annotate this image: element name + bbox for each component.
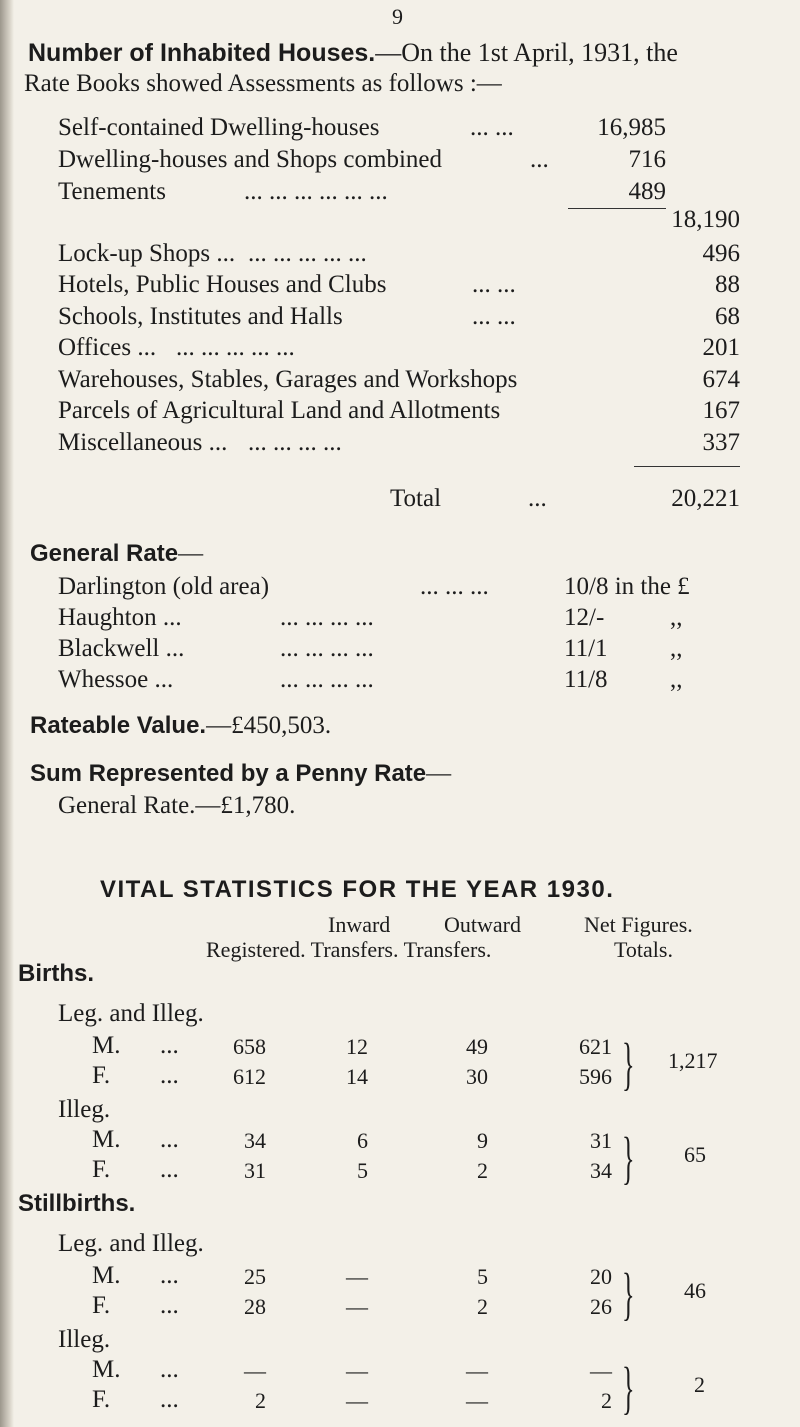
registered-value: 658	[233, 1034, 266, 1059]
house-item-dots: ... ... ... ... ... ...	[244, 178, 388, 205]
stillbirths-heading: Stillbirths.	[18, 1190, 136, 1217]
net-value: 596	[579, 1064, 612, 1089]
vital-statistics-title: VITAL STATISTICS FOR THE YEAR 1930.	[100, 876, 615, 903]
row-dots: ...	[160, 1262, 179, 1289]
group-total: 46	[684, 1278, 706, 1303]
births-heading: Births.	[18, 960, 95, 987]
rate-dots: ... ... ...	[420, 573, 489, 600]
house-item-dots: ... ... ... ...	[248, 429, 342, 456]
house-item-label: Parcels of Agricultural Land and Allotments	[58, 397, 501, 424]
rate-dots: ... ... ... ...	[280, 666, 374, 693]
house-item-value: 16,985	[597, 114, 666, 141]
outward-value: 30	[466, 1064, 488, 1089]
registered-value: 34	[244, 1128, 266, 1153]
house-item-label: Hotels, Public Houses and Clubs	[58, 271, 387, 298]
page-number: 9	[392, 4, 403, 29]
general-rate-dash: —	[178, 540, 204, 567]
sex-label: F.	[92, 1062, 111, 1089]
outward-value: 2	[477, 1158, 488, 1183]
house-item-dots: ... ...	[470, 114, 514, 141]
group-total: 65	[684, 1142, 706, 1167]
row-dots: ...	[160, 1032, 179, 1059]
house-item-subtotal: 167	[702, 397, 740, 424]
col-header-totals: Totals.	[614, 937, 673, 962]
net-value: 621	[579, 1034, 612, 1059]
brace-icon: }	[622, 1355, 635, 1420]
rate-area-label: Blackwell ...	[58, 635, 185, 662]
registered-value: 25	[244, 1264, 266, 1289]
brace-icon: }	[622, 1261, 635, 1326]
house-item-dots: ... ... ... ... ...	[176, 334, 295, 361]
house-item-value: 489	[628, 178, 666, 205]
rate-dots: ... ... ... ...	[280, 635, 374, 662]
inward-value: 5	[357, 1158, 368, 1183]
house-item-label: Miscellaneous ...	[58, 429, 228, 456]
penny-rate-dash: —	[426, 760, 452, 787]
house-item-subtotal: 337	[702, 429, 740, 456]
rateable-value-amount: —£450,503.	[206, 712, 332, 739]
row-dots: ...	[160, 1126, 179, 1153]
row-dots: ...	[160, 1156, 179, 1183]
outward-value: 5	[477, 1264, 488, 1289]
rate-area-label: Whessoe ...	[58, 666, 174, 693]
rate-area-label: Haughton ...	[58, 604, 182, 631]
house-item-subtotal: 496	[702, 240, 740, 267]
house-item-label: Self-contained Dwelling-houses	[58, 114, 380, 141]
inward-value: 12	[346, 1034, 368, 1059]
rate-area-label: Darlington (old area)	[58, 573, 270, 600]
sex-label: M.	[92, 1126, 121, 1153]
sex-label: F.	[92, 1386, 111, 1413]
inward-value: 6	[357, 1128, 368, 1153]
col-header-registered-transfers: Registered. Transfers. Transfers.	[206, 937, 492, 962]
rateable-value-heading: Rateable Value.	[30, 712, 207, 739]
outward-value: 9	[477, 1128, 488, 1153]
net-value: —	[590, 1358, 612, 1383]
stillbirths-illeg-label: Illeg.	[58, 1326, 111, 1353]
col-header-net-figures: Net Figures.	[584, 912, 693, 937]
houses-intro-line1: —On the 1st April, 1931, the	[375, 38, 678, 67]
penny-rate-line: General Rate.—£1,780.	[58, 792, 296, 819]
house-item-label: Warehouses, Stables, Garages and Workshops	[58, 366, 518, 393]
houses-intro-line2: Rate Books showed Assessments as follows :—	[24, 70, 502, 97]
sex-label: F.	[92, 1292, 111, 1319]
house-item-dots: ... ... ... ... ...	[248, 240, 367, 267]
group-total: 1,217	[668, 1048, 718, 1073]
sex-label: M.	[92, 1356, 121, 1383]
ditto-mark: ,,	[670, 666, 683, 693]
house-item-label: Schools, Institutes and Halls	[58, 303, 343, 330]
house-item-dots: ...	[530, 146, 549, 173]
net-value: 34	[590, 1158, 612, 1183]
sex-label: M.	[92, 1032, 121, 1059]
row-dots: ...	[160, 1062, 179, 1089]
general-rate-heading: General Rate	[30, 540, 179, 567]
houses-heading: Number of Inhabited Houses.	[28, 39, 376, 67]
inward-value: 14	[346, 1064, 368, 1089]
row-dots: ...	[160, 1292, 179, 1319]
house-item-value: 716	[628, 146, 666, 173]
net-value: 2	[601, 1388, 612, 1413]
rate-dots: ... ... ... ...	[280, 604, 374, 631]
ditto-mark: ,,	[670, 604, 683, 631]
total-value: 20,221	[671, 485, 740, 512]
row-dots: ...	[160, 1386, 179, 1413]
house-item-dots: ... ...	[472, 271, 516, 298]
stillbirths-leg-illeg-label: Leg. and Illeg.	[58, 1230, 204, 1257]
registered-value: 31	[244, 1158, 266, 1183]
col-header-inward: Inward	[328, 912, 391, 937]
births-leg-illeg-label: Leg. and Illeg.	[58, 1000, 204, 1027]
total-rule	[634, 466, 740, 467]
house-item-label: Tenements	[58, 178, 166, 205]
house-item-label: Dwelling-houses and Shops combined	[58, 146, 442, 173]
registered-value: 612	[233, 1064, 266, 1089]
brace-icon: }	[622, 1031, 635, 1096]
inward-value: —	[346, 1358, 368, 1383]
house-item-subtotal: 201	[702, 334, 740, 361]
inward-value: —	[346, 1388, 368, 1413]
outward-value: 49	[466, 1034, 488, 1059]
houses-heading-line	[28, 38, 678, 68]
col-header-outward: Outward	[444, 912, 521, 937]
outward-value: —	[466, 1358, 488, 1383]
outward-value: 2	[477, 1294, 488, 1319]
rate-value: 11/1	[564, 635, 608, 662]
house-item-label: Lock-up Shops ...	[58, 240, 236, 267]
house-item-subtotal: 88	[715, 271, 740, 298]
house-item-label: Offices ...	[58, 334, 157, 361]
total-dots: ...	[528, 485, 547, 512]
row-dots: ...	[160, 1356, 179, 1383]
general-rate-heading-line	[30, 540, 203, 568]
house-item-subtotal: 68	[715, 303, 740, 330]
house-item-subtotal: 18,190	[671, 206, 740, 233]
sex-label: F.	[92, 1156, 111, 1183]
rate-value: 12/-	[564, 604, 605, 631]
outward-value: —	[466, 1388, 488, 1413]
net-value: 20	[590, 1264, 612, 1289]
registered-value: 28	[244, 1294, 266, 1319]
rate-value: 11/8	[564, 666, 608, 693]
rate-value: 10/8 in the £	[564, 573, 690, 600]
brace-icon: }	[622, 1125, 635, 1190]
page-gutter-shadow	[0, 0, 14, 1427]
house-item-subtotal: 674	[702, 366, 740, 393]
registered-value: 2	[255, 1388, 266, 1413]
rateable-value-line	[30, 712, 331, 740]
penny-rate-heading: Sum Represented by a Penny Rate	[30, 760, 427, 787]
group-total: 2	[694, 1372, 705, 1397]
sex-label: M.	[92, 1262, 121, 1289]
net-value: 26	[590, 1294, 612, 1319]
house-item-dots: ... ...	[472, 303, 516, 330]
registered-value: —	[244, 1358, 266, 1383]
inward-value: —	[346, 1264, 368, 1289]
inward-value: —	[346, 1294, 368, 1319]
ditto-mark: ,,	[670, 635, 683, 662]
net-value: 31	[590, 1128, 612, 1153]
total-label: Total	[390, 485, 442, 512]
births-illeg-label: Illeg.	[58, 1096, 111, 1123]
penny-rate-heading-line	[30, 760, 451, 788]
